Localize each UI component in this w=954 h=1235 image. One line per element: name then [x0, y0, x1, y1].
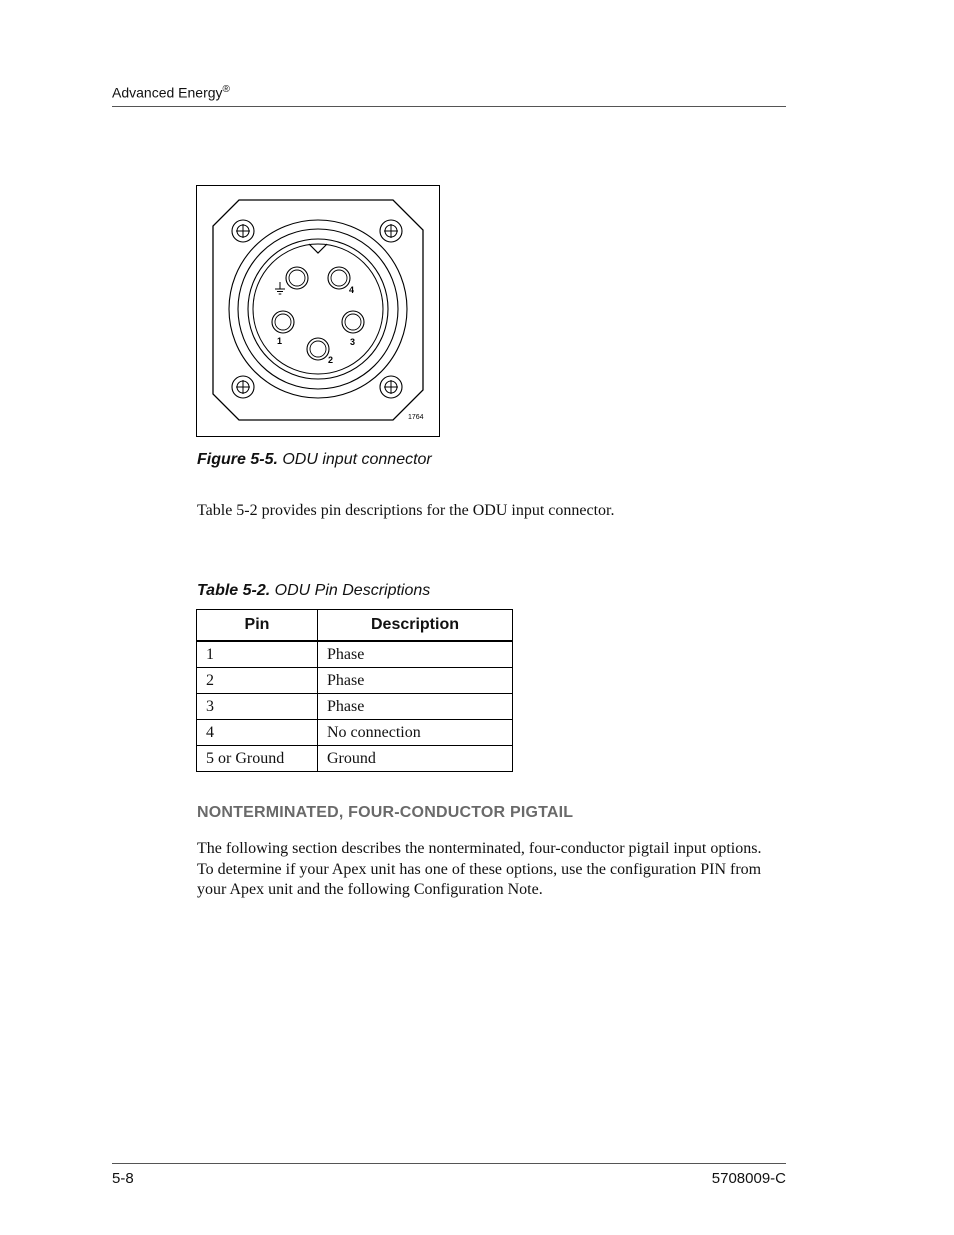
pin-description-table [196, 609, 513, 772]
description-cell: No connection [318, 720, 513, 746]
pin-cell: 1 [197, 641, 318, 668]
description-cell: Phase [318, 641, 513, 668]
column-header-pin: Pin [197, 610, 318, 642]
table-caption-text: ODU Pin Descriptions [270, 582, 431, 599]
section-heading: NONTERMINATED, FOUR-CONDUCTOR PIGTAIL [197, 804, 574, 821]
table-row [197, 746, 513, 772]
pin-label-3: 3 [350, 337, 356, 347]
pin-socket-1 [272, 311, 294, 333]
connector-insert-ring [253, 244, 383, 374]
figure-caption-text: ODU input connector [277, 451, 432, 468]
pin-label-1: 1 [277, 336, 283, 346]
drawing-number: 1764 [408, 414, 424, 421]
pin-cell: 2 [197, 668, 318, 694]
column-header-description: Description [318, 610, 513, 642]
page-number: 5-8 [112, 1170, 134, 1187]
mount-screw-bottom-right [380, 376, 402, 398]
table-row [197, 641, 513, 668]
page-footer [112, 1163, 786, 1188]
mount-screw-top-left [232, 220, 254, 242]
figure-caption [197, 451, 432, 469]
intro-paragraph: Table 5-2 provides pin descriptions for the ODU input connector. [197, 502, 615, 519]
pin-socket-3 [342, 311, 364, 333]
header-brand-text: Advanced Energy [112, 84, 223, 101]
mount-screw-bottom-left [232, 376, 254, 398]
table-row [197, 720, 513, 746]
header-brand [112, 84, 230, 101]
pin-label-2: 2 [328, 355, 334, 365]
description-cell: Ground [318, 746, 513, 772]
document-number: 5708009-C [711, 1170, 786, 1187]
connector-figure [196, 185, 440, 437]
ground-icon [275, 282, 285, 294]
keyway-notch [309, 244, 327, 253]
pin-cell: 4 [197, 720, 318, 746]
pin-socket-ground [286, 267, 308, 289]
table-row [197, 668, 513, 694]
description-cell: Phase [318, 668, 513, 694]
registered-mark: ® [222, 84, 230, 95]
pin-cell: 5 or Ground [197, 746, 318, 772]
page-header [112, 82, 786, 107]
connector-inner-ring [248, 239, 388, 379]
section-body-paragraph: The following section describes the nonterminated, four-conductor pigtail input options. To determine if your Apex unit has one of these options, use the configuration PIN from your Apex unit and the following Configuration Note. [197, 840, 762, 898]
figure-caption-label: Figure 5-5. [197, 451, 278, 468]
pin-cell: 3 [197, 694, 318, 720]
pin-socket-2 [307, 338, 329, 360]
table-header-row [197, 610, 513, 642]
table-caption [197, 582, 430, 600]
pin-label-4: 4 [349, 285, 355, 295]
pin-socket-4 [328, 267, 350, 289]
table-row [197, 694, 513, 720]
mount-screw-top-right [380, 220, 402, 242]
odu-connector-drawing [197, 186, 438, 435]
table-caption-label: Table 5-2. [197, 582, 271, 599]
connector-outer-ring [229, 220, 407, 398]
description-cell: Phase [318, 694, 513, 720]
